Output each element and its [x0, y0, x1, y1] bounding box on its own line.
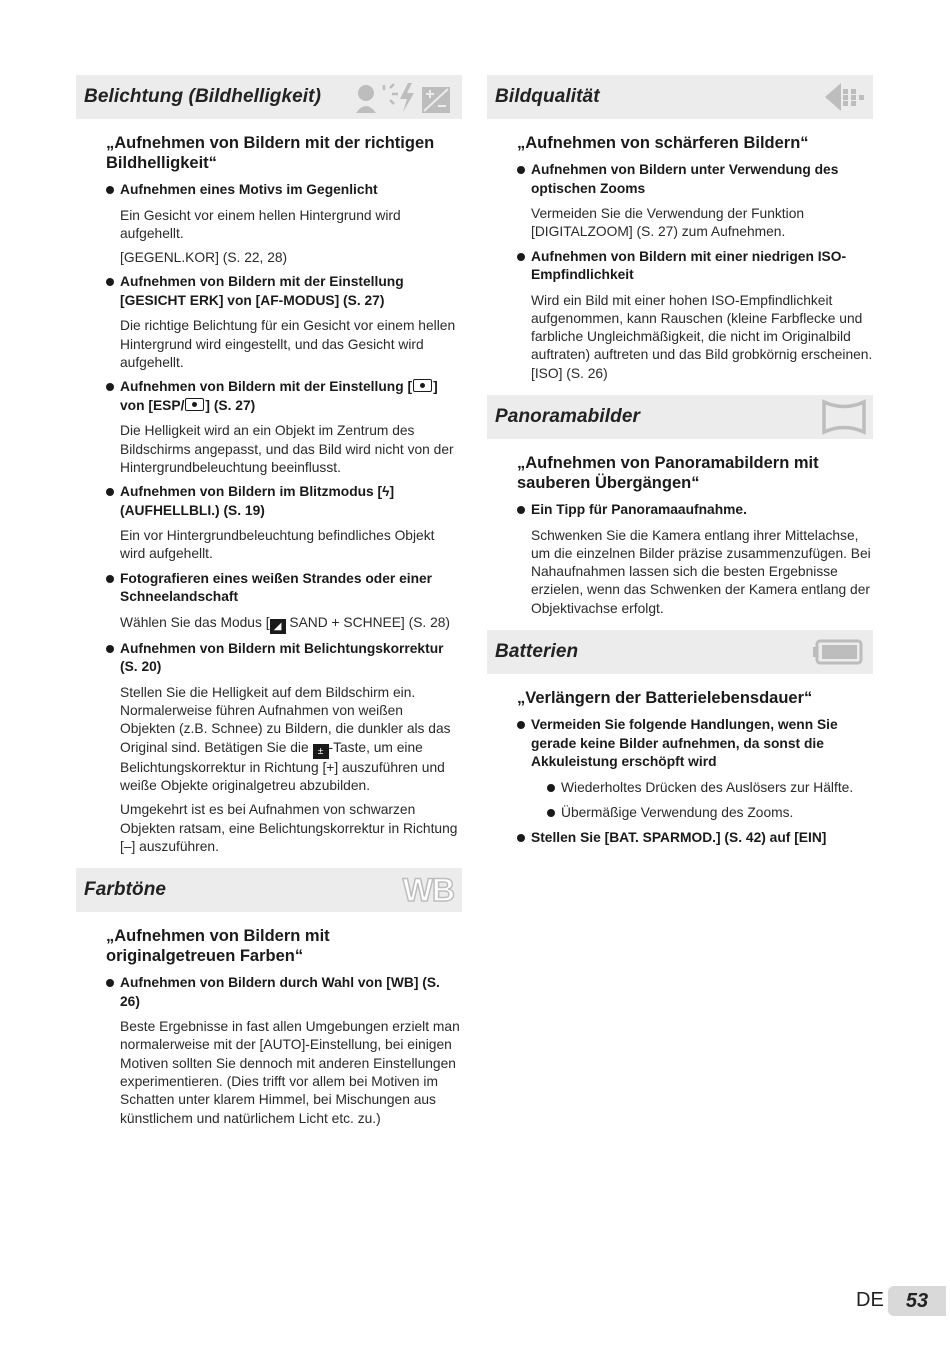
panorama-icon	[821, 399, 867, 435]
text-fragment: SAND + SCHNEE] (S. 28)	[285, 614, 451, 630]
section-body-quality	[487, 133, 873, 383]
paragraph: Vermeiden Sie die Verwendung der Funktion [DIGITALZOOM] (S. 27) zum Aufnehmen.	[531, 206, 805, 240]
bullet-wb: Aufnehmen von Bildern durch Wahl von [WB] (S. 26)	[106, 974, 462, 1011]
sub-bullet: Wiederholtes Drücken des Auslösers zur Hälfte.	[517, 779, 873, 797]
section-header-battery	[487, 630, 873, 674]
text-fragment: Wählen Sie das Modus [	[120, 614, 270, 630]
section-body-battery	[487, 688, 873, 847]
section-body-panorama	[487, 453, 873, 618]
section-body-exposure	[76, 133, 462, 856]
paragraph	[106, 614, 462, 634]
text-fragment: Stellen Sie die Helligkeit auf dem Bildschirm ein. Normalerweise führen Aufnahmen von weißen Objekten (z.B. Schnee) zu Bildern, die dunkler als das Original sind. Betätigen Sie die	[120, 684, 451, 755]
bullet-exposure-comp: Aufnehmen von Bildern mit Belichtungskorrektur (S. 20)	[106, 640, 462, 677]
image-quality-icon	[823, 79, 867, 115]
paragraph-reference: [GEGENL.KOR] (S. 22, 28)	[120, 250, 288, 266]
paragraph: Ein Gesicht vor einem hellen Hintergrund wird aufgehellt.	[120, 207, 401, 241]
section-quote: „Aufnehmen von Bildern mit originalgetreuen Farben“	[106, 927, 330, 966]
section-header-color	[76, 868, 462, 912]
spot-metering-icon	[185, 398, 204, 411]
bullet-spot-metering	[106, 378, 462, 415]
paragraph: Die richtige Belichtung für ein Gesicht vor einem hellen Hintergrund wird eingestellt, und das Gesicht wird aufgehellt.	[120, 318, 456, 370]
bullet-backlight: Aufnehmen eines Motivs im Gegenlicht	[106, 181, 462, 200]
beach-snow-icon: ◢	[270, 619, 286, 634]
section-quote: „Aufnehmen von Panoramabildern mit sauberen Übergängen“	[517, 454, 819, 493]
section-title: Farbtöne	[84, 879, 167, 901]
section-header-exposure	[76, 75, 462, 119]
text-fragment: ] von [ESP/	[120, 379, 438, 413]
bullet-beach-snow: Fotografieren eines weißen Strandes oder einer Schneelandschaft	[106, 570, 462, 607]
bullet-face-detect: Aufnehmen von Bildern mit der Einstellung [GESICHT ERK] von [AF-MODUS] (S. 27)	[106, 273, 462, 310]
section-title: Panoramabilder	[495, 406, 641, 428]
section-title: Belichtung (Bildhelligkeit)	[84, 86, 322, 107]
bullet-panorama-tip: Ein Tipp für Panoramaaufnahme.	[517, 501, 873, 520]
text-fragment: -Taste, um eine Belichtungskorrektur in Richtung [+] auszuführen und weiße Objekte originalgetreu abzubilden.	[120, 739, 445, 793]
bullet-power-save: Stellen Sie [BAT. SPARMOD.] (S. 42) auf [EIN]	[517, 829, 873, 848]
paragraph: Umgekehrt ist es bei Aufnahmen von schwarzen Objekten ratsam, eine Belichtungskorrektur in Richtung [–] auszuführen.	[120, 802, 458, 854]
section-header-panorama	[487, 395, 873, 439]
bullet-flash	[106, 483, 462, 520]
left-column	[76, 75, 462, 1134]
paragraph: Beste Ergebnisse in fast allen Umgebungen erzielt man normalerweise mit der [AUTO]-Einstellung, bei einigen Motiven sollten Sie dennoch mit anderen Einstellungen experimentieren. (Dies trifft vor allem bei Motiven im Schatten unter klarem Himmel, bei Mischungen aus künstlichem und natürlichem Licht etc. zu.)	[120, 1019, 460, 1126]
paragraph-reference: [ISO] (S. 26)	[531, 365, 608, 381]
bullet-low-iso: Aufnehmen von Bildern mit einer niedrigen ISO-Empfindlichkeit	[517, 248, 873, 285]
battery-icon	[813, 634, 867, 670]
section-quote: „Aufnehmen von Bildern mit der richtigen Bildhelligkeit“	[106, 134, 435, 172]
bullet-avoid-actions: Vermeiden Sie folgende Handlungen, wenn Sie gerade keine Bilder aufnehmen, da sonst die Akkuleistung erschöpft wird	[517, 716, 873, 772]
section-title: Batterien	[495, 641, 579, 663]
paragraph	[106, 684, 462, 795]
section-quote: „Verlängern der Batterielebensdauer“	[517, 689, 813, 708]
paragraph: Die Helligkeit wird an ein Objekt im Zentrum des Bildschirms angepasst, und das Bild wird nicht von der Hintergrundbeleuchtung beeinflusst.	[120, 423, 454, 475]
exposure-compensation-icon: ±	[313, 744, 329, 759]
bullet-optical-zoom: Aufnehmen von Bildern unter Verwendung des optischen Zooms	[517, 161, 873, 198]
section-body-color	[76, 926, 462, 1128]
paragraph: Wird ein Bild mit einer hohen ISO-Empfindlichkeit aufgenommen, kann Rauschen (kleine Farbflecke und farbliche Ungleichmäßigkeit, die nicht im Originalbild auftraten) auftreten und das Bild grobkörnig erscheinen.	[531, 292, 873, 363]
right-column	[487, 75, 873, 854]
text-fragment: ] (AUFHELLBLI.) (S. 19)	[120, 484, 395, 518]
section-quote: „Aufnehmen von schärferen Bildern“	[517, 134, 809, 152]
section-header-quality	[487, 75, 873, 119]
text-fragment: Aufnehmen von Bildern im Blitzmodus [	[120, 484, 383, 500]
text-fragment: ] (S. 27)	[205, 397, 256, 413]
flash-icon: ϟ	[382, 484, 390, 500]
white-balance-icon: WB	[402, 872, 454, 909]
paragraph: Schwenken Sie die Kamera entlang ihrer Mittelachse, um die einzelnen Bilder präzise zusammenzufügen. Bei Nahaufnahmen lassen sich die besten Ergebnisse erzielen, wenn das Schwenken der Kamera entlang der Objektivachse erfolgt.	[531, 527, 871, 616]
paragraph: Ein vor Hintergrundbeleuchtung befindliches Objekt wird aufgehellt.	[120, 528, 435, 562]
language-code: DE	[856, 1289, 884, 1311]
exposure-icon	[352, 79, 456, 115]
spot-metering-icon	[413, 379, 432, 392]
text-fragment: Aufnehmen von Bildern mit der Einstellung [	[120, 379, 413, 395]
sub-bullet: Übermäßige Verwendung des Zooms.	[517, 804, 873, 822]
page-number: 53	[888, 1286, 946, 1316]
section-title: Bildqualität	[495, 86, 600, 107]
